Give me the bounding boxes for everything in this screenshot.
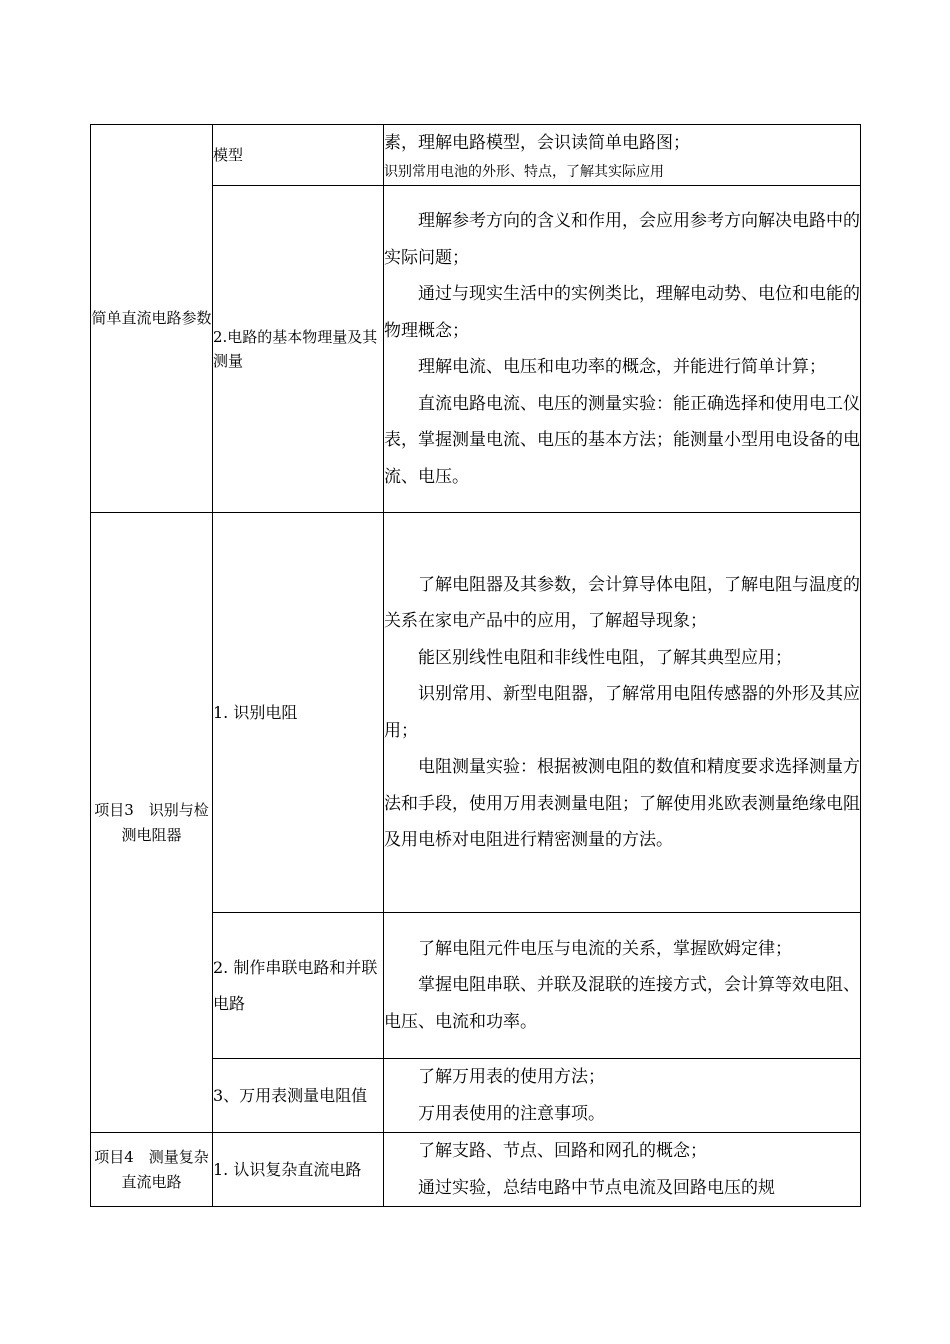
task-cell: 1. 识别电阻 [213,513,384,913]
requirement-paragraph: 万用表使用的注意事项。 [418,1103,605,1124]
requirement-line: 识别常用电池的外形、特点，了解其实际应用 [384,164,664,180]
requirement-cell [384,913,861,1059]
requirement-cell [384,513,861,913]
table-row [91,1133,861,1207]
requirement-paragraph: 了解万用表的使用方法； [418,1067,605,1087]
requirement-paragraph: 能区别线性电阻和非线性电阻，了解其典型应用； [418,647,792,668]
requirement-cell [384,125,861,186]
requirement-paragraph: 理解参考方向的含义和作用，会应用参考方向解决电路中的实际问题； [384,211,860,268]
requirement-paragraph: 识别常用、新型电阻器，了解常用电阻传感器的外形及其应用； [384,684,860,741]
task-cell: 1. 认识复杂直流电路 [213,1133,384,1207]
project-cell: 项目3 识别与检测电阻器 [91,513,213,1133]
requirement-paragraph: 理解电流、电压和电功率的概念，并能进行简单计算； [418,357,826,377]
project-cell: 项目4 测量复杂直流电路 [91,1133,213,1207]
requirement-paragraph: 了解支路、节点、回路和网孔的概念； [418,1141,707,1161]
requirement-cell [384,1133,861,1207]
task-cell: 模型 [213,125,384,186]
requirement-paragraph: 直流电路电流、电压的测量实验：能正确选择和使用电工仪表，掌握测量电流、电压的基本方法；能测量小型用电设备的电流、电压。 [384,393,860,487]
requirement-cell [384,186,861,513]
requirement-paragraph: 通过与现实生活中的实例类比，理解电动势、电位和电能的物理概念； [384,284,860,341]
requirement-paragraph: 电阻测量实验：根据被测电阻的数值和精度要求选择测量方法和手段，使用万用表测量电阻；了解使用兆欧表测量绝缘电阻及用电桥对电阻进行精密测量的方法。 [384,757,860,850]
task-cell: 3、万用表测量电阻值 [213,1059,384,1133]
table-row [91,513,861,913]
table-row [91,125,861,186]
syllabus-table [90,124,861,1207]
requirement-paragraph: 通过实验，总结电路中节点电流及回路电压的规 [418,1177,775,1198]
requirement-paragraph: 了解电阻元件电压与电流的关系，掌握欧姆定律； [418,938,792,959]
task-cell: 2. 制作串联电路和并联电路 [213,913,384,1059]
task-cell: 2.电路的基本物理量及其测量 [213,186,384,513]
requirement-cell [384,1059,861,1133]
requirement-paragraph: 了解电阻器及其参数，会计算导体电阻，了解电阻与温度的关系在家电产品中的应用，了解超导现象； [384,574,860,631]
requirement-paragraph: 掌握电阻串联、并联及混联的连接方式，会计算等效电阻、电压、电流和功率。 [384,975,860,1032]
project-cell: 简单直流电路参数 [91,125,213,513]
requirement-line: 素，理解电路模型，会识读简单电路图； [384,133,690,153]
